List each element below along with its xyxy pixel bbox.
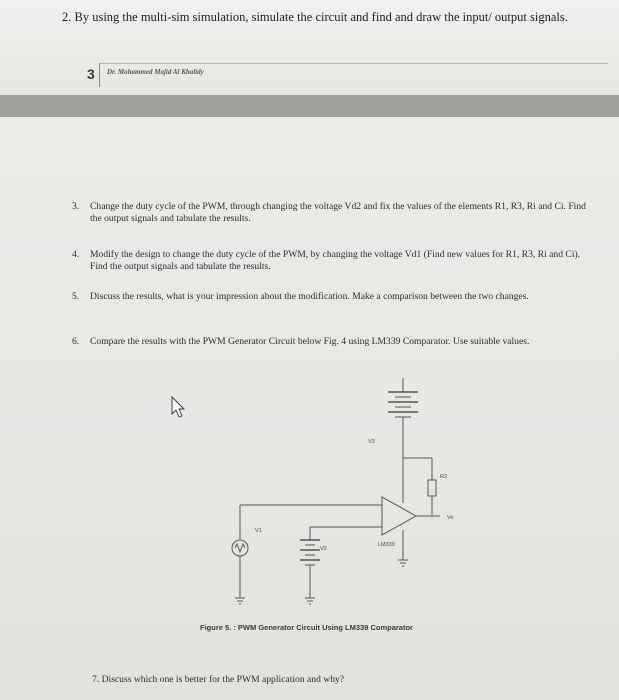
question-6-number: 6.: [72, 336, 80, 347]
page-number: 3: [87, 66, 95, 82]
lm339-comparator: [382, 497, 416, 535]
mouse-cursor-icon: [172, 397, 184, 417]
question-3-text: Change the duty cycle of the PWM, through changing the voltage Vd2 and fix the values of the elements R1, R3, Ri and Ci. Find the output signals and tabulate the results.: [90, 201, 586, 224]
author-signature: Dr. Mohammed Majid Al Khalidy: [107, 68, 204, 76]
v1-waveform: [235, 544, 245, 552]
vo-label: Vo: [447, 515, 454, 521]
question-6-text: Compare the results with the PWM Generator Circuit below Fig. 4 using LM339 Comparator. Use suitable values.: [90, 336, 530, 347]
question-7: 7. Discuss which one is better for the PWM application and why?: [92, 674, 345, 685]
v1-label: V1: [255, 528, 262, 534]
v2-label: V2: [320, 546, 327, 552]
question-2: 2. By using the multi-sim simulation, simulate the circuit and find and draw the input/ output signals.: [62, 10, 568, 24]
figure-caption: Figure 5. : PWM Generator Circuit Using LM339 Comparator: [200, 623, 413, 632]
question-4-text: Modify the design to change the duty cycle of the PWM, by changing the voltage Vd1 (Find new values for R1, R3, Ri and Ci). Find the output signals and tabulate the results.: [90, 249, 581, 272]
question-4-number: 4.: [72, 249, 80, 260]
question-5-number: 5.: [72, 291, 80, 302]
v3-label: V3: [368, 439, 375, 445]
question-3-number: 3.: [72, 201, 80, 212]
r2-resistor: [428, 480, 436, 496]
v1-source-symbol: [232, 540, 248, 556]
question-5-text: Discuss the results, what is your impression about the modification. Make a comparison between the two changes.: [90, 291, 529, 302]
comparator-label: LM339: [378, 542, 395, 548]
r2-label: R2: [440, 474, 448, 480]
